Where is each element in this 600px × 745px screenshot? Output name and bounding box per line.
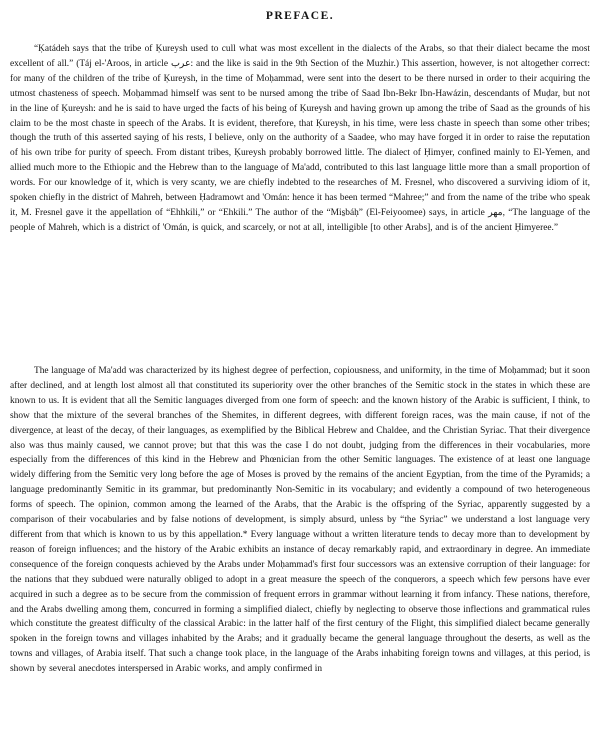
paragraph-2: The language of Ma'add was characterized by its highest degree of perfection, copiousness, and uniformity, in the time of Moḥammad; but it soon after declined, and at length lost almost all that constituted its superiority over the other branches of the Semitic stock in the states in which these are known to us. It is evident that all the Semitic languages diverged from one form of speech: and the known history of the Arabic is sufficient, I think, to show that the mixture of the several branches of the Shemites, in different degrees, with different foreign races, was the main cause, if not of the divergence, at least of the decay, of their languages, as exemplified by the Biblical Hebrew and Chaldee, and the Christian Syriac. That their divergence also was thus mainly caused, we cannot prove; but that this was the case I do not doubt, judging from the differences in their vocabularies, more especially from the differences of this kind in the Hebrew and Phœnician from the other Semitic languages. The existence of at least one language widely differing from the Semitic very long before the age of Moses is proved by the remains of the ancient Egyptian, from the time of the Pyramids; a language predominantly Semitic in its grammar, but predominantly Non-Semitic in its vocabulary; and evidently a compound of two heterogeneous forms of speech. The opinion, common among the learned of the Arabs, that the Arabic is the offspring of the Syriac, apparently suggested by a comparison of their vocabularies and by false notions of development, is simply absurd, unless by “the Syriac” we understand a lost language very different from that which is known to us by this appellation.* Every language without a written literature tends to decay more than to development by reason of foreign influences; and the history of the Arabic exhibits an instance of decay remarkably rapid, and extraordinary in degree. An immediate consequence of the foreign conquests achieved by the Arabs under Moḥammad's first four successors was an extensive corruption of their language: for the nations that they subdued were naturally obliged to adopt in a great measure the speech of the conquerors, a speech which few persons have ever acquired in such a degree as to be secure from the commission of frequent errors in grammar without learning it from infancy. These nations, therefore, and the Arabs dwelling among them, concurred in forming a simplified dialect, chiefly by neglecting to observe those inflections and grammatical rules which constitute the greatest difficulty of the classical Arabic: in the latter half of the first century of the Flight, this simplified dialect became generally spoken in the foreign towns and villages inhabited by the Arabs; and it gradually became the general language throughout the deserts, as well as the towns and villages, of Arabia itself. That such a change took place, in the language of the Arabs inhabiting foreign towns and villages, at this period, is shown by several anecdotes interspersed in Arabic works, and amply confirmed in bbox=[10, 366, 590, 675]
page-title: PREFACE. bbox=[265, 10, 335, 22]
paragraph-1: “Ḳatádeh says that the tribe of Ḳureysh used to cull what was most excellent in the dialects of the Arabs, so that their dialect became the most excellent of all.” (Táj el-'Aroos, in article عرب: and the like is said in the 9th Section of the Muzhir.) This assertion, however, is not altogether correct: for many of the children of the tribe of Ḳureysh, in the time of Moḥammad, were sent into the desert to be there nursed in order to their acquiring the utmost chasteness of speech. Moḥammad himself was sent to be nursed among the tribe of Saad Ibn-Bekr Ibn-Hawázin, descendants of Muḍar, but not in the line of Ḳureysh: and he is said to have urged the facts of his being of Ḳureysh and having grown up among the tribe of Saad as the grounds of his claim to be the most chaste in speech of the Arabs. It is evident, therefore, that Ḳureysh, in his time, were less chaste in speech than some other tribes; though the truth of this asserted saying of his rests, I believe, only on the authority of a Saadee, who may have forged it in order to raise the reputation of his own tribe for purity of speech. From distant tribes, Ḳureysh probably borrowed little. The dialect of Ḥimyer, confined mainly to El-Yemen, and allied much more to the Ethiopic and the Hebrew than to the language of Ma'add, contributed to this last language little more than a small proportion of words. For our knowledge of it, which is very scanty, we are chiefly indebted to the researches of M. Fresnel, who discovered a surviving idiom of it, spoken chiefly in the district of Mahreh, between Ḥadramowt and 'Omán: hence it has been termed “Mahree;” and from the name of the tribe who speak it, M. Fresnel gave it the appellation of “Ehhkili,” or “Ehkili.” The author of the “Mis̱báḥ” (El-Feiyoomee) says, in article مهر, “The language of the people of Mahreh, which is a district of 'Omán, is quick, and scarcely, or not at all, intelligible [to other Arabs], and is of the ancient Ḥimyeree.” bbox=[10, 44, 590, 233]
